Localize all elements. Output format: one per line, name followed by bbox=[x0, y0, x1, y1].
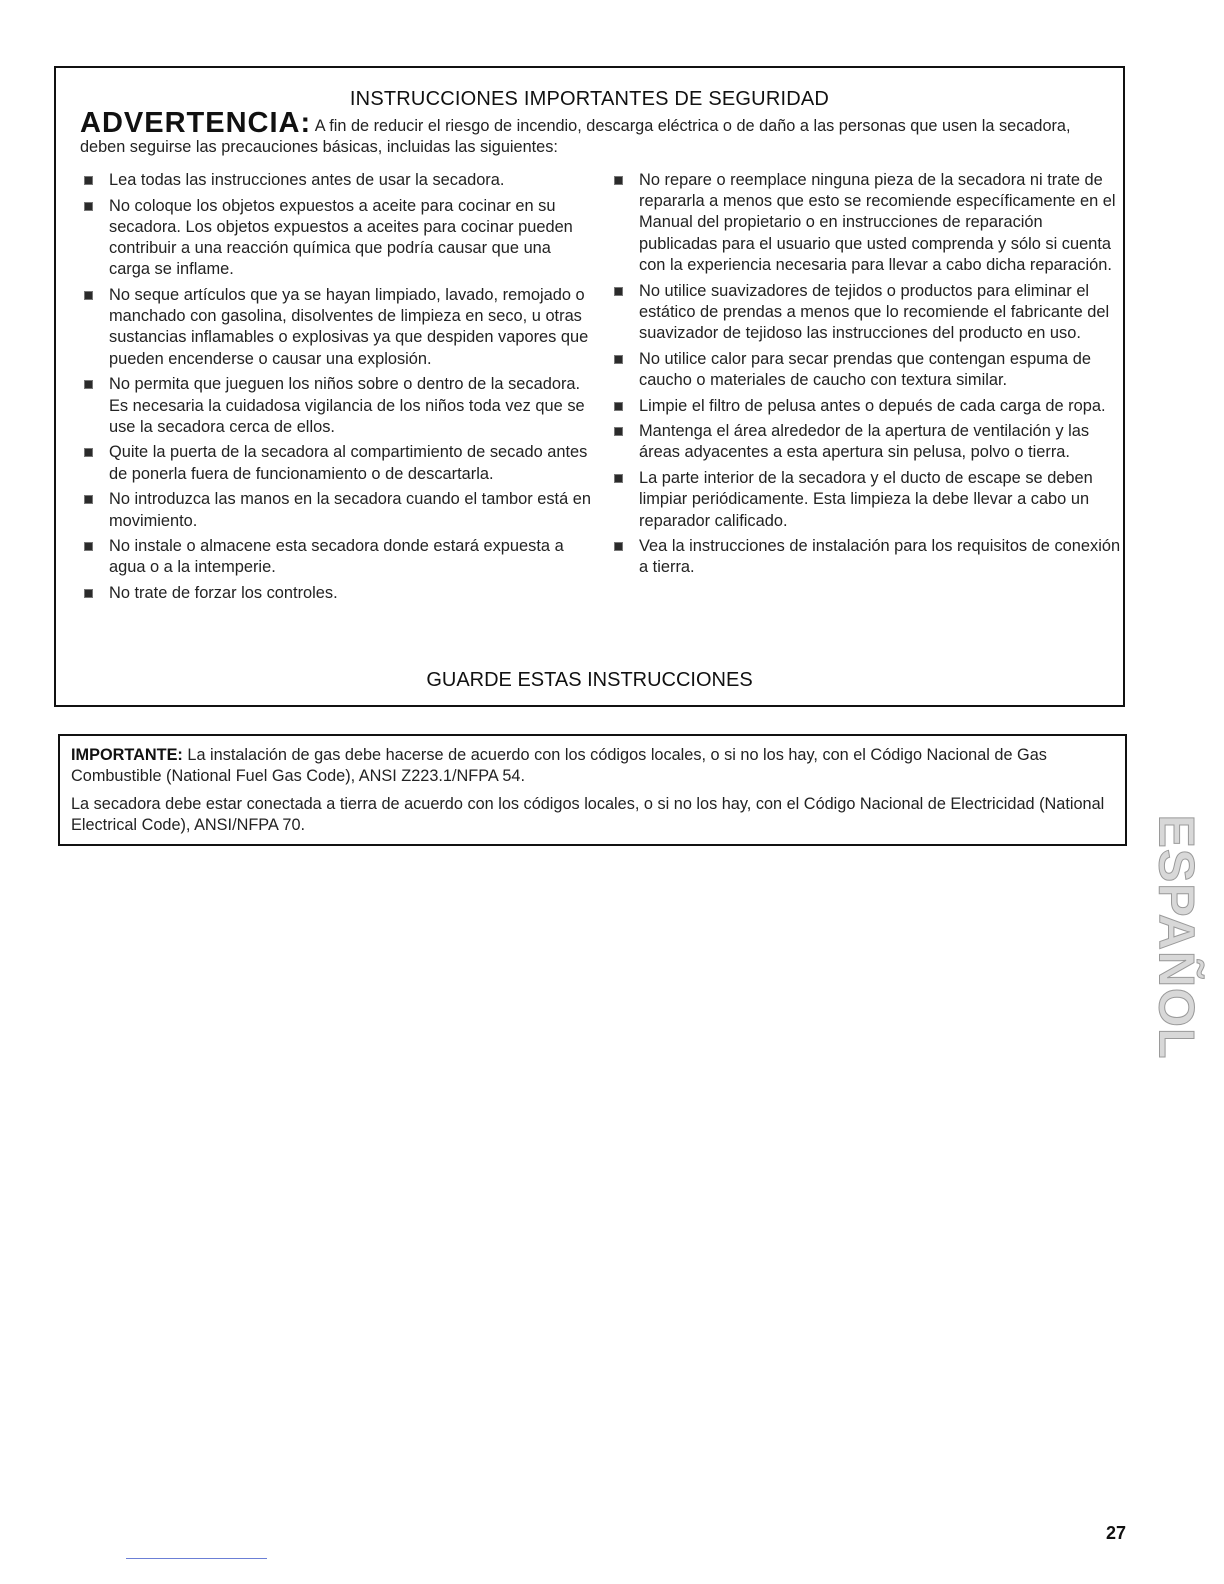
square-bullet-icon bbox=[614, 287, 623, 296]
save-instructions-footer: GUARDE ESTAS INSTRUCCIONES bbox=[426, 669, 753, 691]
safety-list-item-text: No instale o almacene esta secadora donde estará expuesta a agua o a la intemperie. bbox=[109, 537, 564, 577]
safety-list-item-text: Quite la puerta de la secadora al compartimiento de secado antes de ponerla fuera de funcionamiento o de descartarla. bbox=[109, 443, 588, 483]
safety-list-right bbox=[606, 170, 1121, 583]
safety-list-item bbox=[76, 583, 591, 604]
safety-list-item-text: Lea todas las instrucciones antes de usar la secadora. bbox=[109, 171, 505, 189]
warning-text: A fin de reducir el riesgo de incendio, descarga eléctrica o de daño a las personas que usen la secadora, deben seguirse las precauciones básicas, incluidas las siguientes: bbox=[80, 117, 1071, 156]
language-side-tab bbox=[1148, 814, 1204, 1060]
square-bullet-icon bbox=[84, 495, 93, 504]
safety-list-item-text: No seque artículos que ya se hayan limpiado, lavado, remojado o manchado con gasolina, disolventes de limpieza en seco, u otras sustancias inflamables o explosivas ya que despiden vapores que pueden encenderse o causar una explosión. bbox=[109, 286, 589, 368]
important-paragraph-electric: La secadora debe estar conectada a tierra de acuerdo con los códigos locales, o si no los hay, con el Código Nacional de Electricidad (National Electrical Code), ANSI/NFPA 70. bbox=[71, 795, 1105, 834]
square-bullet-icon bbox=[614, 176, 623, 185]
warning-word: ADVERTENCIA: bbox=[80, 107, 312, 139]
square-bullet-icon bbox=[614, 427, 623, 436]
warning-paragraph bbox=[80, 107, 1100, 158]
safety-list-item-text: No permita que jueguen los niños sobre o dentro de la secadora. Es necesaria la cuidadosa vigilancia de los niños toda vez que se use la secadora cerca de ellos. bbox=[109, 375, 585, 436]
safety-list-item bbox=[606, 421, 1121, 463]
square-bullet-icon bbox=[614, 474, 623, 483]
important-text-gas: La instalación de gas debe hacerse de acuerdo con los códigos locales, o si no los hay, con el Código Nacional de Gas Combustible (National Fuel Gas Code), ANSI Z223.1/NFPA 54. bbox=[71, 746, 1047, 785]
square-bullet-icon bbox=[84, 291, 93, 300]
safety-list-item bbox=[606, 468, 1121, 532]
safety-title: INSTRUCCIONES IMPORTANTES DE SEGURIDAD bbox=[349, 88, 830, 110]
square-bullet-icon bbox=[84, 176, 93, 185]
safety-list-item-text: Vea la instrucciones de instalación para los requisitos de conexión a tierra. bbox=[639, 537, 1121, 577]
safety-list-item bbox=[76, 442, 591, 484]
safety-list-item-text: Limpie el filtro de pelusa antes o depués de cada carga de ropa. bbox=[639, 396, 1106, 415]
safety-list-item-text: Mantenga el área alrededor de la apertura de ventilación y las áreas adyacentes a esta apertura sin pelusa, polvo o tierra. bbox=[639, 422, 1090, 462]
safety-list-left bbox=[76, 170, 591, 609]
square-bullet-icon bbox=[614, 402, 623, 411]
safety-list-item-text: No trate de forzar los controles. bbox=[109, 584, 338, 603]
square-bullet-icon bbox=[84, 202, 93, 211]
bottom-divider bbox=[126, 1558, 267, 1559]
safety-list-item bbox=[606, 536, 1121, 578]
safety-list-item bbox=[76, 489, 591, 531]
square-bullet-icon bbox=[614, 542, 623, 551]
safety-instructions-box bbox=[54, 66, 1125, 707]
safety-list-item-text: No coloque los objetos expuestos a aceite para cocinar en su secadora. Los objetos expuestos a aceites para cocinar pueden contribuir a una reacción química que podría causar que una carga se inflame. bbox=[109, 196, 573, 279]
square-bullet-icon bbox=[84, 380, 93, 389]
safety-list-item bbox=[606, 170, 1121, 276]
safety-list-item bbox=[76, 170, 591, 191]
safety-list-item bbox=[76, 374, 591, 438]
safety-list-item-text: La parte interior de la secadora y el ducto de escape se deben limpiar periódicamente. Esta limpieza la debe llevar a cabo un reparador calificado. bbox=[639, 469, 1093, 530]
square-bullet-icon bbox=[614, 355, 623, 364]
safety-list-item bbox=[606, 281, 1121, 345]
safety-list-item bbox=[606, 396, 1121, 417]
safety-list-item bbox=[76, 196, 591, 281]
safety-list-item bbox=[606, 349, 1121, 391]
language-tab-label: ESPAÑOL bbox=[1148, 814, 1204, 1060]
safety-list-item bbox=[76, 536, 591, 578]
page-number: 27 bbox=[1106, 1523, 1127, 1543]
square-bullet-icon bbox=[84, 448, 93, 457]
important-notice-box bbox=[58, 734, 1127, 846]
important-paragraph-gas bbox=[71, 745, 1111, 787]
safety-list-item-text: No utilice suavizadores de tejidos o productos para eliminar el estático de prendas a menos que lo recomiende el fabricante del suavizador de tejidoso las instrucciones del producto en uso. bbox=[639, 281, 1110, 342]
important-label: IMPORTANTE: bbox=[71, 746, 183, 764]
safety-list-item bbox=[76, 285, 591, 370]
square-bullet-icon bbox=[84, 542, 93, 551]
safety-list-item-text: No utilice calor para secar prendas que contengan espuma de caucho o materiales de caucho con textura similar. bbox=[639, 349, 1091, 389]
safety-list-item-text: No repare o reemplace ninguna pieza de la secadora ni trate de repararla a menos que esto se recomiende específicamente en el Manual del propietario o en instrucciones de reparación publicadas para el usuario que usted comprenda y sólo si cuenta con la experiencia necesaria para llevar a cabo dicha reparación. bbox=[639, 171, 1116, 274]
square-bullet-icon bbox=[84, 589, 93, 598]
safety-list-item-text: No introduzca las manos en la secadora cuando el tambor está en movimiento. bbox=[109, 490, 591, 530]
